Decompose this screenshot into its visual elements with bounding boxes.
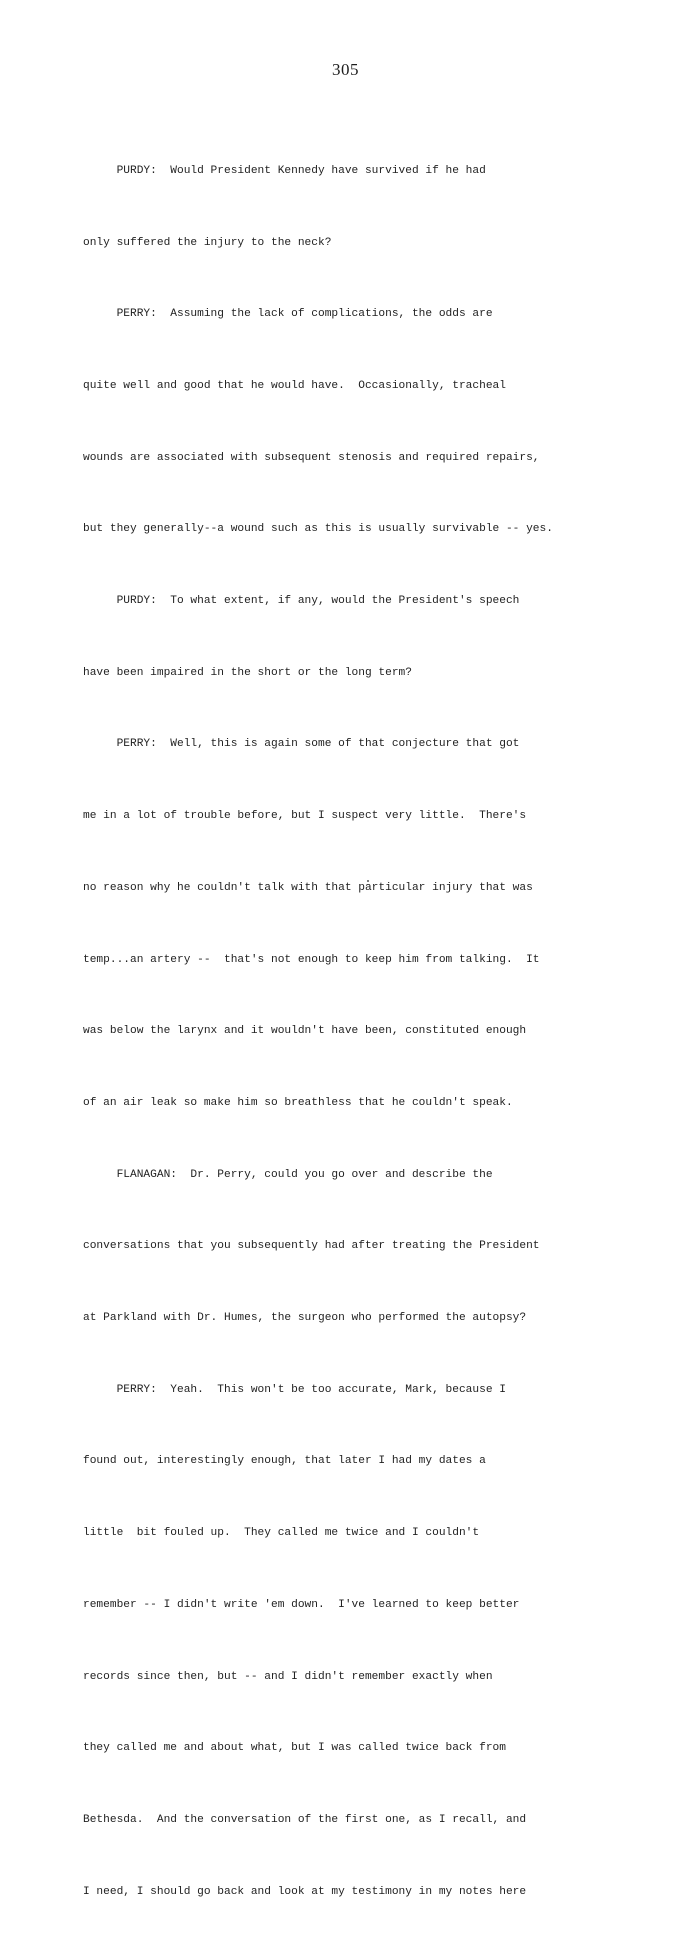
- transcript-line: records since then, but -- and I didn't remember exactly when: [83, 1670, 493, 1683]
- transcript-line: little bit fouled up. They called me twice and I couldn't: [83, 1527, 480, 1540]
- transcript-line: of an air leak so make him so breathless that he couldn't speak.: [83, 1096, 513, 1109]
- transcript-line: FLANAGAN: Dr. Perry, could you go over and describe the: [83, 1168, 493, 1181]
- transcript-line: temp...an artery -- that's not enough to keep him from talking. It: [83, 953, 540, 966]
- transcript-line: I need, I should go back and look at my testimony in my notes here: [83, 1885, 527, 1898]
- transcript-line: remember -- I didn't write 'em down. I've learned to keep better: [83, 1598, 520, 1611]
- transcript-line: PERRY: Assuming the lack of complications, the odds are: [83, 308, 493, 321]
- transcript-line: quite well and good that he would have. Occasionally, tracheal: [83, 379, 506, 392]
- transcript-line: PERRY: Well, this is again some of that conjecture that got: [83, 738, 520, 751]
- transcript-line: they called me and about what, but I was called twice back from: [83, 1742, 506, 1755]
- transcript-line: have been impaired in the short or the long term?: [83, 666, 412, 679]
- transcript-line: wounds are associated with subsequent stenosis and required repairs,: [83, 451, 540, 464]
- transcript-line: conversations that you subsequently had after treating the President: [83, 1240, 540, 1253]
- transcript-line: found out, interestingly enough, that later I had my dates a: [83, 1455, 486, 1468]
- transcript-line: but they generally--a wound such as this is usually survivable -- yes.: [83, 523, 553, 536]
- transcript-line: no reason why he couldn't talk with that particular injury that was: [83, 881, 533, 894]
- transcript-line: Bethesda. And the conversation of the first one, as I recall, and: [83, 1813, 527, 1826]
- scan-speck: [367, 880, 369, 882]
- transcript-line: was below the larynx and it wouldn't have been, constituted enough: [83, 1025, 527, 1038]
- transcript-line: at Parkland with Dr. Humes, the surgeon who performed the autopsy?: [83, 1312, 527, 1325]
- transcript-line: PERRY: Yeah. This won't be too accurate, Mark, because I: [83, 1383, 506, 1396]
- page-number: 305: [332, 60, 359, 79]
- transcript-line: PURDY: To what extent, if any, would the President's speech: [83, 595, 520, 608]
- transcript-line: only suffered the injury to the neck?: [83, 236, 332, 249]
- transcript-line: me in a lot of trouble before, but I suspect very little. There's: [83, 810, 527, 823]
- transcript-body: [83, 112, 683, 1952]
- transcript-line: PURDY: Would President Kennedy have survived if he had: [83, 164, 486, 177]
